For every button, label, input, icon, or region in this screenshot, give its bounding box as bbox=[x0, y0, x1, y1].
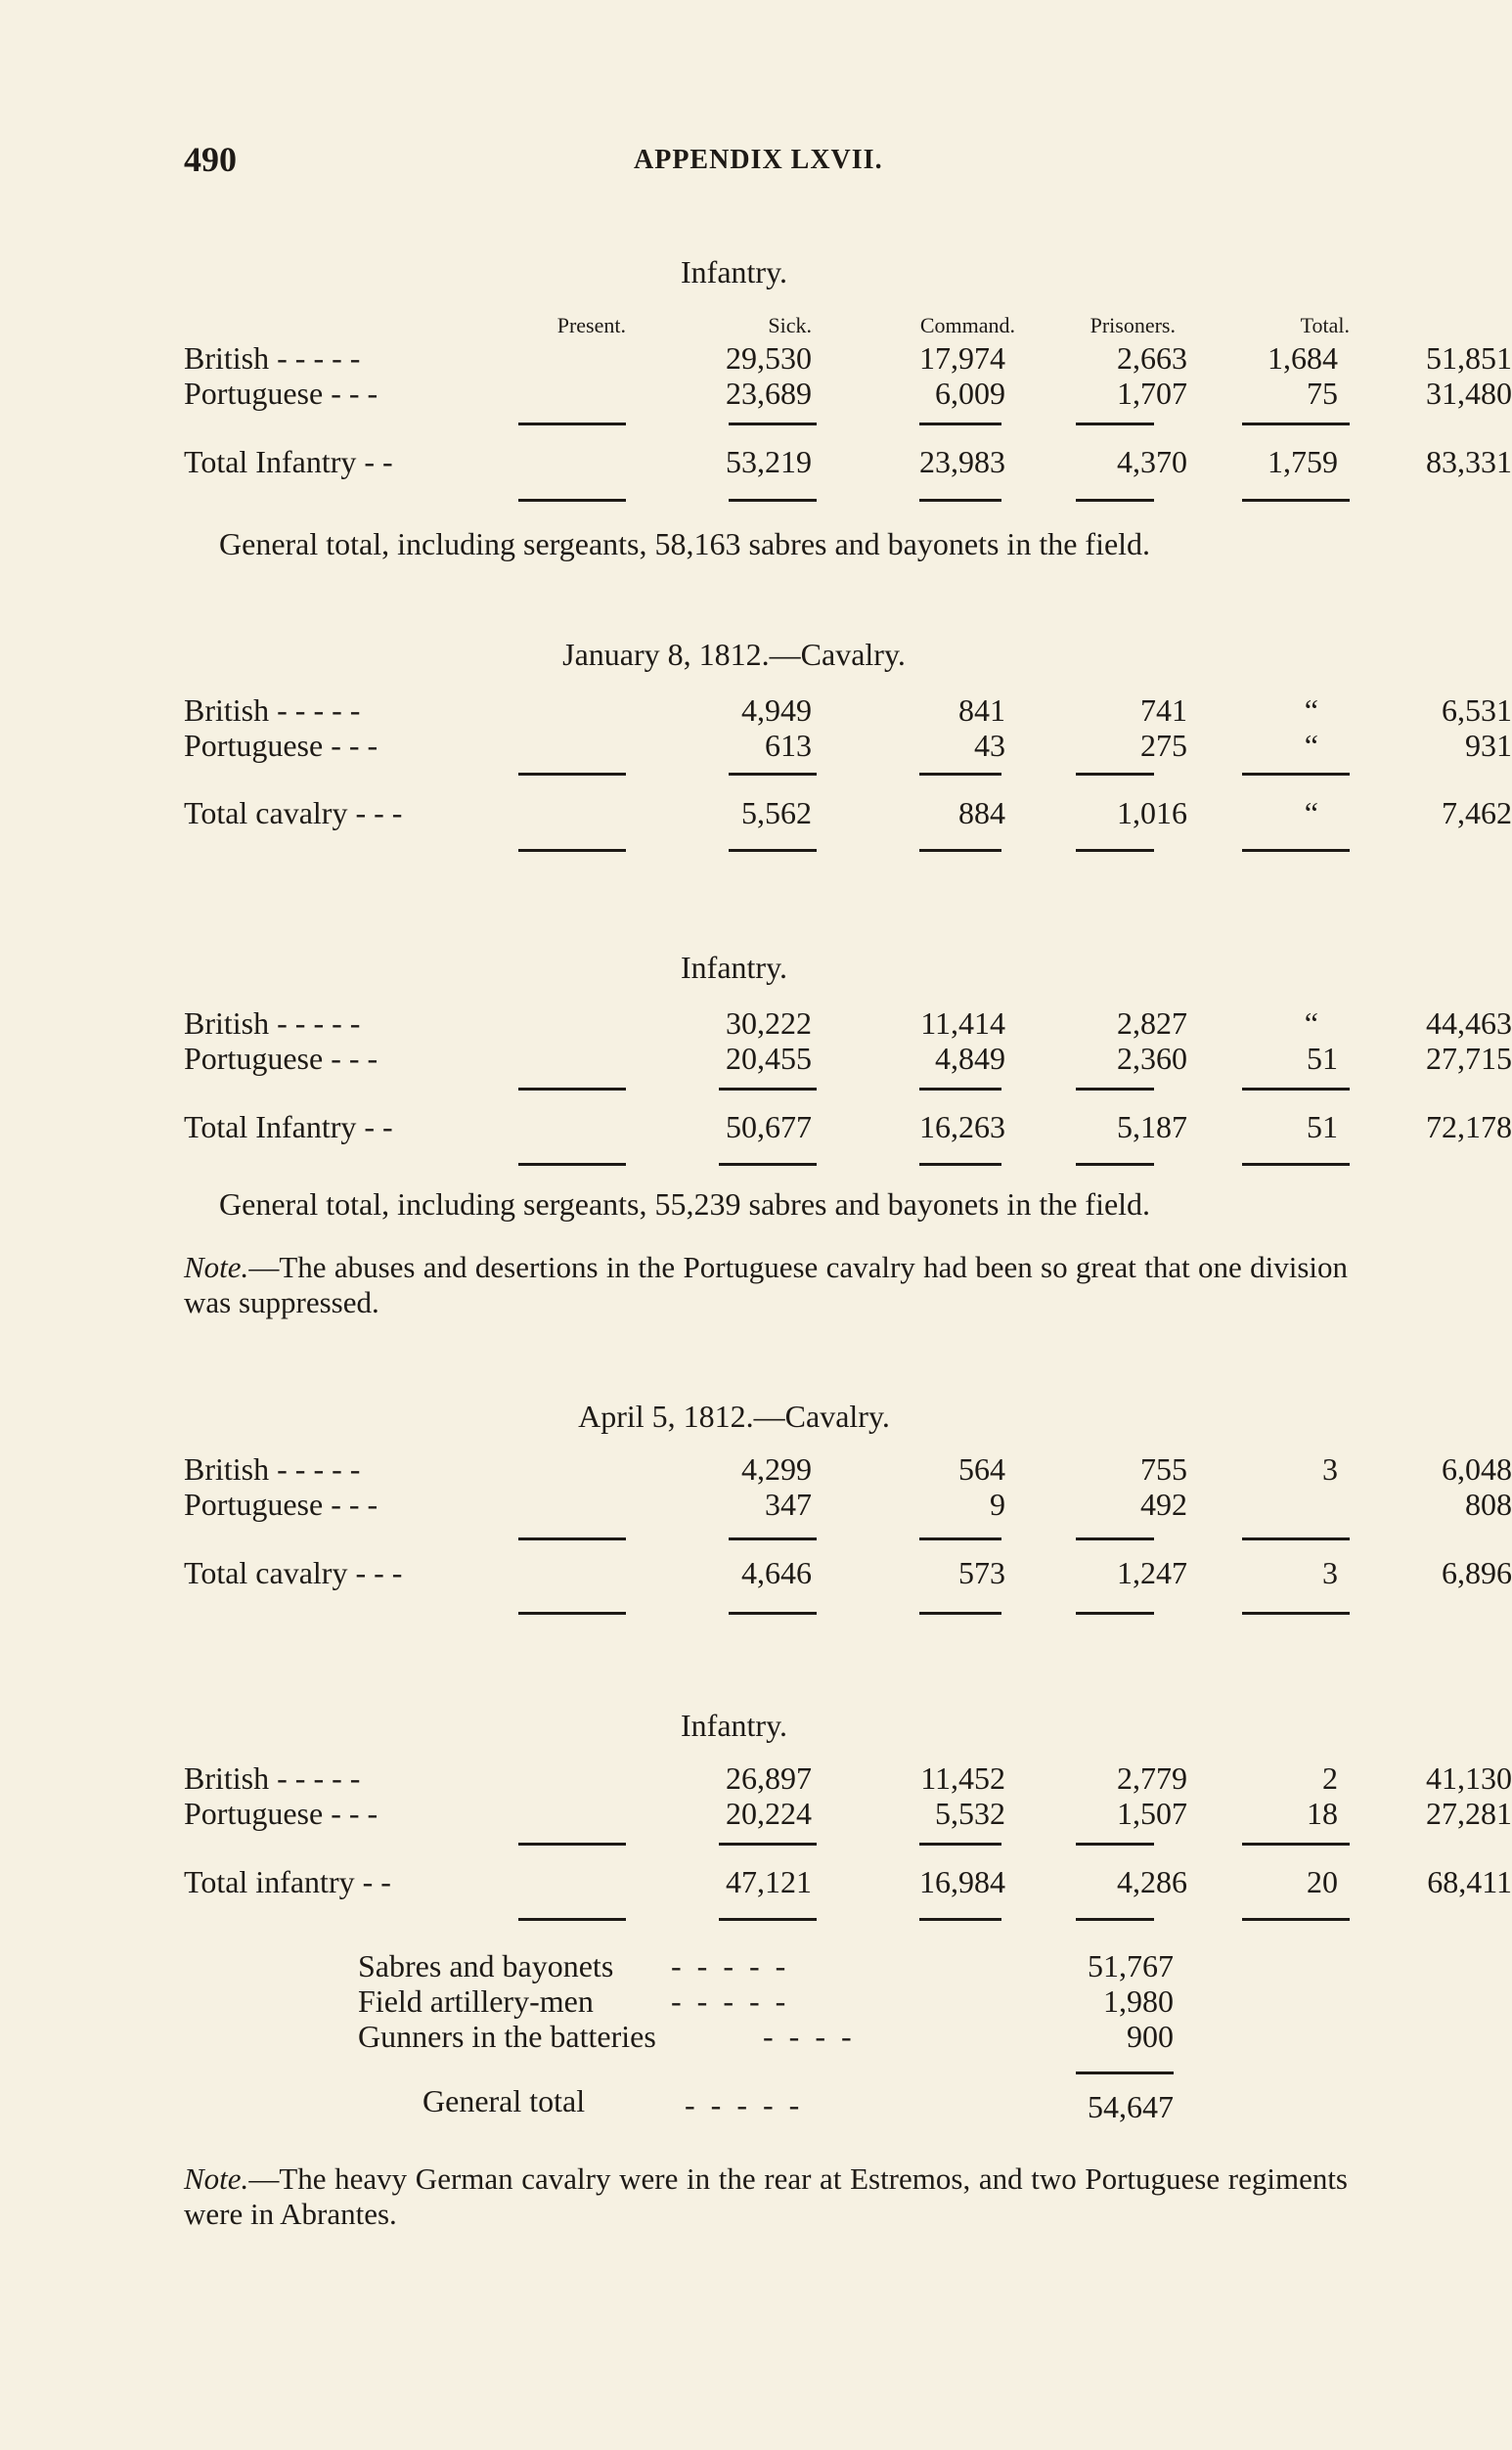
table-row bbox=[184, 376, 1512, 411]
cell-sick: 11,414 bbox=[920, 1005, 1005, 1041]
cell-command: 2,360 bbox=[1117, 1041, 1187, 1076]
cell-total: 83,331 bbox=[1426, 444, 1512, 479]
cell-present: 20,455 bbox=[726, 1041, 812, 1076]
cell-sick: 43 bbox=[974, 728, 1005, 763]
sum-rule bbox=[518, 1088, 626, 1091]
cell-command: 755 bbox=[1140, 1451, 1187, 1487]
cell-command: 1,507 bbox=[1117, 1796, 1187, 1831]
summary-value-general-total: 54,647 bbox=[1088, 2089, 1174, 2124]
infantry-jan-total bbox=[184, 1109, 1512, 1144]
row-label: British - - - - - bbox=[184, 340, 361, 376]
row-label: Portuguese - - - bbox=[184, 728, 378, 763]
sum-rule bbox=[518, 1918, 626, 1921]
row-label: Total Infantry - - bbox=[184, 444, 393, 479]
cell-command: 741 bbox=[1140, 692, 1187, 728]
cell-sick: 841 bbox=[958, 692, 1005, 728]
cell-prisoners: “ bbox=[1304, 692, 1318, 728]
cell-prisoners: 75 bbox=[1307, 376, 1338, 411]
row-label: British - - - - - bbox=[184, 692, 361, 728]
sum-rule bbox=[1242, 1537, 1350, 1540]
running-header: APPENDIX LXVII. bbox=[634, 145, 883, 175]
section-title-infantry-1: Infantry. bbox=[681, 254, 787, 290]
cell-sick: 9 bbox=[990, 1487, 1005, 1522]
sum-rule bbox=[919, 1918, 1001, 1921]
cell-sick: 23,983 bbox=[919, 444, 1005, 479]
table-row bbox=[184, 1041, 1512, 1076]
cell-total: 808 bbox=[1465, 1487, 1512, 1522]
col-head-prisoners: Prisoners. bbox=[1090, 313, 1176, 337]
cell-sick: 17,974 bbox=[919, 340, 1005, 376]
summary-dashes: - - - - - bbox=[685, 2087, 804, 2122]
sum-rule bbox=[1076, 1163, 1154, 1166]
cell-sick: 564 bbox=[958, 1451, 1005, 1487]
cell-sick: 6,009 bbox=[935, 376, 1005, 411]
cell-present: 26,897 bbox=[726, 1760, 812, 1796]
summary-dashes: - - - - - bbox=[671, 1948, 790, 1983]
sum-rule bbox=[919, 423, 1001, 425]
sum-rule bbox=[1242, 1918, 1350, 1921]
sum-rule bbox=[1242, 1612, 1350, 1615]
sum-rule bbox=[1242, 499, 1350, 502]
cell-total: 31,480 bbox=[1426, 376, 1512, 411]
sum-rule bbox=[919, 1163, 1001, 1166]
row-label: British - - - - - bbox=[184, 1760, 361, 1796]
page-number: 490 bbox=[184, 140, 237, 179]
cell-prisoners: 2 bbox=[1322, 1760, 1338, 1796]
cell-sick: 884 bbox=[958, 795, 1005, 830]
sum-rule bbox=[719, 1918, 817, 1921]
cell-total: 41,130 bbox=[1426, 1760, 1512, 1796]
row-label: Portuguese - - - bbox=[184, 1796, 378, 1831]
cell-command: 275 bbox=[1140, 728, 1187, 763]
sum-rule bbox=[1242, 773, 1350, 776]
sum-rule bbox=[1076, 499, 1154, 502]
sum-rule bbox=[919, 499, 1001, 502]
summary-label-general-total: General total bbox=[422, 2083, 586, 2118]
sum-rule bbox=[1076, 773, 1154, 776]
sum-rule bbox=[518, 1537, 626, 1540]
cavalry-apr-table bbox=[184, 1451, 1512, 1522]
table-row bbox=[184, 1555, 1512, 1590]
cell-prisoners: 51 bbox=[1307, 1041, 1338, 1076]
infantry-apr-table bbox=[184, 1760, 1512, 1831]
summary-label-gunners: Gunners in the batteries bbox=[358, 2019, 656, 2054]
cell-present: 50,677 bbox=[726, 1109, 812, 1144]
row-label: Total cavalry - - - bbox=[184, 1555, 403, 1590]
cell-sick: 4,849 bbox=[935, 1041, 1005, 1076]
sum-rule bbox=[1242, 1088, 1350, 1091]
table-row bbox=[184, 1760, 1512, 1796]
cell-present: 20,224 bbox=[726, 1796, 812, 1831]
cell-total: 6,048 bbox=[1442, 1451, 1512, 1487]
cell-command: 2,827 bbox=[1117, 1005, 1187, 1041]
cell-total: 51,851 bbox=[1426, 340, 1512, 376]
row-label: British - - - - - bbox=[184, 1005, 361, 1041]
section-title-cavalry-jan: January 8, 1812.—Cavalry. bbox=[562, 637, 906, 672]
sum-rule bbox=[729, 1537, 817, 1540]
sum-rule bbox=[919, 1843, 1001, 1846]
sum-rule bbox=[919, 1612, 1001, 1615]
cell-total: 72,178 bbox=[1426, 1109, 1512, 1144]
sum-rule bbox=[1076, 849, 1154, 852]
table-row bbox=[184, 728, 1512, 763]
sum-rule bbox=[1242, 849, 1350, 852]
sum-rule bbox=[719, 1088, 817, 1091]
cell-prisoners: “ bbox=[1304, 1005, 1318, 1041]
cell-present: 613 bbox=[765, 728, 812, 763]
sum-rule bbox=[1076, 423, 1154, 425]
cell-command: 2,663 bbox=[1117, 340, 1187, 376]
cell-prisoners: 1,759 bbox=[1267, 444, 1338, 479]
sum-rule bbox=[729, 773, 817, 776]
cell-present: 4,646 bbox=[741, 1555, 812, 1590]
sum-rule bbox=[518, 1163, 626, 1166]
sum-rule bbox=[1076, 1088, 1154, 1091]
cavalry-apr-total bbox=[184, 1555, 1512, 1590]
cell-command: 4,286 bbox=[1117, 1864, 1187, 1899]
note-2 bbox=[184, 2161, 1348, 2232]
sum-rule bbox=[1076, 1843, 1154, 1846]
sum-rule bbox=[1076, 1612, 1154, 1615]
table-row bbox=[184, 795, 1512, 830]
row-label: Portuguese - - - bbox=[184, 376, 378, 411]
cell-present: 53,219 bbox=[726, 444, 812, 479]
table-row bbox=[184, 1005, 1512, 1041]
cell-prisoners: 3 bbox=[1322, 1451, 1338, 1487]
cell-present: 30,222 bbox=[726, 1005, 812, 1041]
row-label: Portuguese - - - bbox=[184, 1487, 378, 1522]
note-text: —The heavy German cavalry were in the rear at Estremos, and two Portuguese regiments were in Abrantes. bbox=[184, 2161, 1348, 2231]
cell-total: 931 bbox=[1465, 728, 1512, 763]
note-lead: Note. bbox=[184, 1250, 249, 1284]
cell-prisoners: “ bbox=[1304, 728, 1318, 763]
cell-sick: 11,452 bbox=[920, 1760, 1005, 1796]
cell-command: 1,247 bbox=[1117, 1555, 1187, 1590]
cell-command: 2,779 bbox=[1117, 1760, 1187, 1796]
row-label: Total Infantry - - bbox=[184, 1109, 393, 1144]
cell-prisoners: “ bbox=[1304, 795, 1318, 830]
note-lead: Note. bbox=[184, 2161, 249, 2196]
table-row bbox=[184, 1109, 1512, 1144]
cell-prisoners bbox=[1187, 1487, 1338, 1522]
infantry-apr-total bbox=[184, 1864, 1512, 1899]
cell-present: 29,530 bbox=[726, 340, 812, 376]
note-1 bbox=[184, 1250, 1348, 1320]
summary-label-sabres: Sabres and bayonets bbox=[358, 1948, 614, 1983]
sum-rule bbox=[729, 1612, 817, 1615]
sum-rule bbox=[919, 1088, 1001, 1091]
cell-total: 6,531 bbox=[1442, 692, 1512, 728]
sum-rule bbox=[518, 499, 626, 502]
cell-total: 27,715 bbox=[1426, 1041, 1512, 1076]
sum-rule bbox=[1076, 1537, 1154, 1540]
sum-rule bbox=[919, 773, 1001, 776]
general-total-line-2: General total, including sergeants, 55,239 sabres and bayonets in the field. bbox=[219, 1186, 1151, 1222]
cell-sick: 5,532 bbox=[935, 1796, 1005, 1831]
cell-prisoners: 20 bbox=[1307, 1864, 1338, 1899]
col-head-sick: Sick. bbox=[768, 313, 812, 337]
sum-rule bbox=[518, 849, 626, 852]
summary-value-artillery: 1,980 bbox=[1103, 1983, 1174, 2019]
infantry-1-total bbox=[184, 444, 1512, 479]
section-title-cavalry-apr: April 5, 1812.—Cavalry. bbox=[578, 1399, 890, 1434]
general-total-line-1: General total, including sergeants, 58,163 sabres and bayonets in the field. bbox=[219, 526, 1151, 561]
cell-command: 492 bbox=[1140, 1487, 1187, 1522]
cell-total: 7,462 bbox=[1442, 795, 1512, 830]
cell-total: 27,281 bbox=[1426, 1796, 1512, 1831]
cell-command: 1,707 bbox=[1117, 376, 1187, 411]
sum-rule bbox=[719, 1843, 817, 1846]
summary-dashes: - - - - - bbox=[671, 1983, 790, 2019]
section-title-infantry-jan: Infantry. bbox=[681, 950, 787, 985]
cell-prisoners: 1,684 bbox=[1267, 340, 1338, 376]
cell-prisoners: 3 bbox=[1322, 1555, 1338, 1590]
cell-total: 44,463 bbox=[1426, 1005, 1512, 1041]
cell-sick: 16,263 bbox=[919, 1109, 1005, 1144]
summary-value-sabres: 51,767 bbox=[1088, 1948, 1174, 1983]
cell-command: 5,187 bbox=[1117, 1109, 1187, 1144]
table-row bbox=[184, 1796, 1512, 1831]
sum-rule bbox=[919, 1537, 1001, 1540]
cell-sick: 16,984 bbox=[919, 1864, 1005, 1899]
summary-label-artillery: Field artillery-men bbox=[358, 1983, 594, 2019]
sum-rule bbox=[1242, 1163, 1350, 1166]
cell-present: 5,562 bbox=[741, 795, 812, 830]
row-label: British - - - - - bbox=[184, 1451, 361, 1487]
col-head-command: Command. bbox=[919, 313, 1015, 337]
sum-rule bbox=[518, 773, 626, 776]
cell-present: 23,689 bbox=[726, 376, 812, 411]
note-text: —The abuses and desertions in the Portuguese cavalry had been so great that one division was suppressed. bbox=[184, 1250, 1348, 1319]
row-label: Total infantry - - bbox=[184, 1864, 391, 1899]
table-row bbox=[184, 1487, 1512, 1522]
sum-rule bbox=[1076, 1918, 1154, 1921]
sum-rule bbox=[518, 1843, 626, 1846]
summary-value-gunners: 900 bbox=[1127, 2019, 1174, 2054]
sum-rule bbox=[518, 1612, 626, 1615]
infantry-1-table bbox=[184, 340, 1512, 411]
cell-present: 4,299 bbox=[741, 1451, 812, 1487]
section-title-infantry-apr: Infantry. bbox=[681, 1708, 787, 1743]
cell-total: 6,896 bbox=[1442, 1555, 1512, 1590]
sum-rule bbox=[919, 849, 1001, 852]
cell-sick: 573 bbox=[958, 1555, 1005, 1590]
table-row bbox=[184, 340, 1512, 376]
cell-present: 347 bbox=[765, 1487, 812, 1522]
sum-rule bbox=[1076, 2071, 1174, 2074]
table-row bbox=[184, 1864, 1512, 1899]
sum-rule bbox=[729, 423, 817, 425]
table-row bbox=[184, 444, 1512, 479]
cell-command: 4,370 bbox=[1117, 444, 1187, 479]
sum-rule bbox=[1242, 1843, 1350, 1846]
row-label: Total cavalry - - - bbox=[184, 795, 403, 830]
sum-rule bbox=[518, 423, 626, 425]
sum-rule bbox=[729, 849, 817, 852]
cavalry-jan-total bbox=[184, 795, 1512, 830]
col-head-present: Present. bbox=[556, 313, 626, 337]
summary-dashes: - - - - bbox=[763, 2019, 856, 2054]
sum-rule bbox=[729, 499, 817, 502]
table-row bbox=[184, 692, 1512, 728]
cell-command: 1,016 bbox=[1117, 795, 1187, 830]
row-label: Portuguese - - - bbox=[184, 1041, 378, 1076]
cell-total: 68,411 bbox=[1427, 1864, 1512, 1899]
cell-present: 4,949 bbox=[741, 692, 812, 728]
cell-prisoners: 51 bbox=[1307, 1109, 1338, 1144]
cavalry-jan-table bbox=[184, 692, 1512, 763]
col-head-total: Total. bbox=[1300, 313, 1350, 337]
table-row bbox=[184, 1451, 1512, 1487]
infantry-jan-table bbox=[184, 1005, 1512, 1076]
cell-prisoners: 18 bbox=[1307, 1796, 1338, 1831]
cell-present: 47,121 bbox=[726, 1864, 812, 1899]
sum-rule bbox=[719, 1163, 817, 1166]
sum-rule bbox=[1242, 423, 1350, 425]
